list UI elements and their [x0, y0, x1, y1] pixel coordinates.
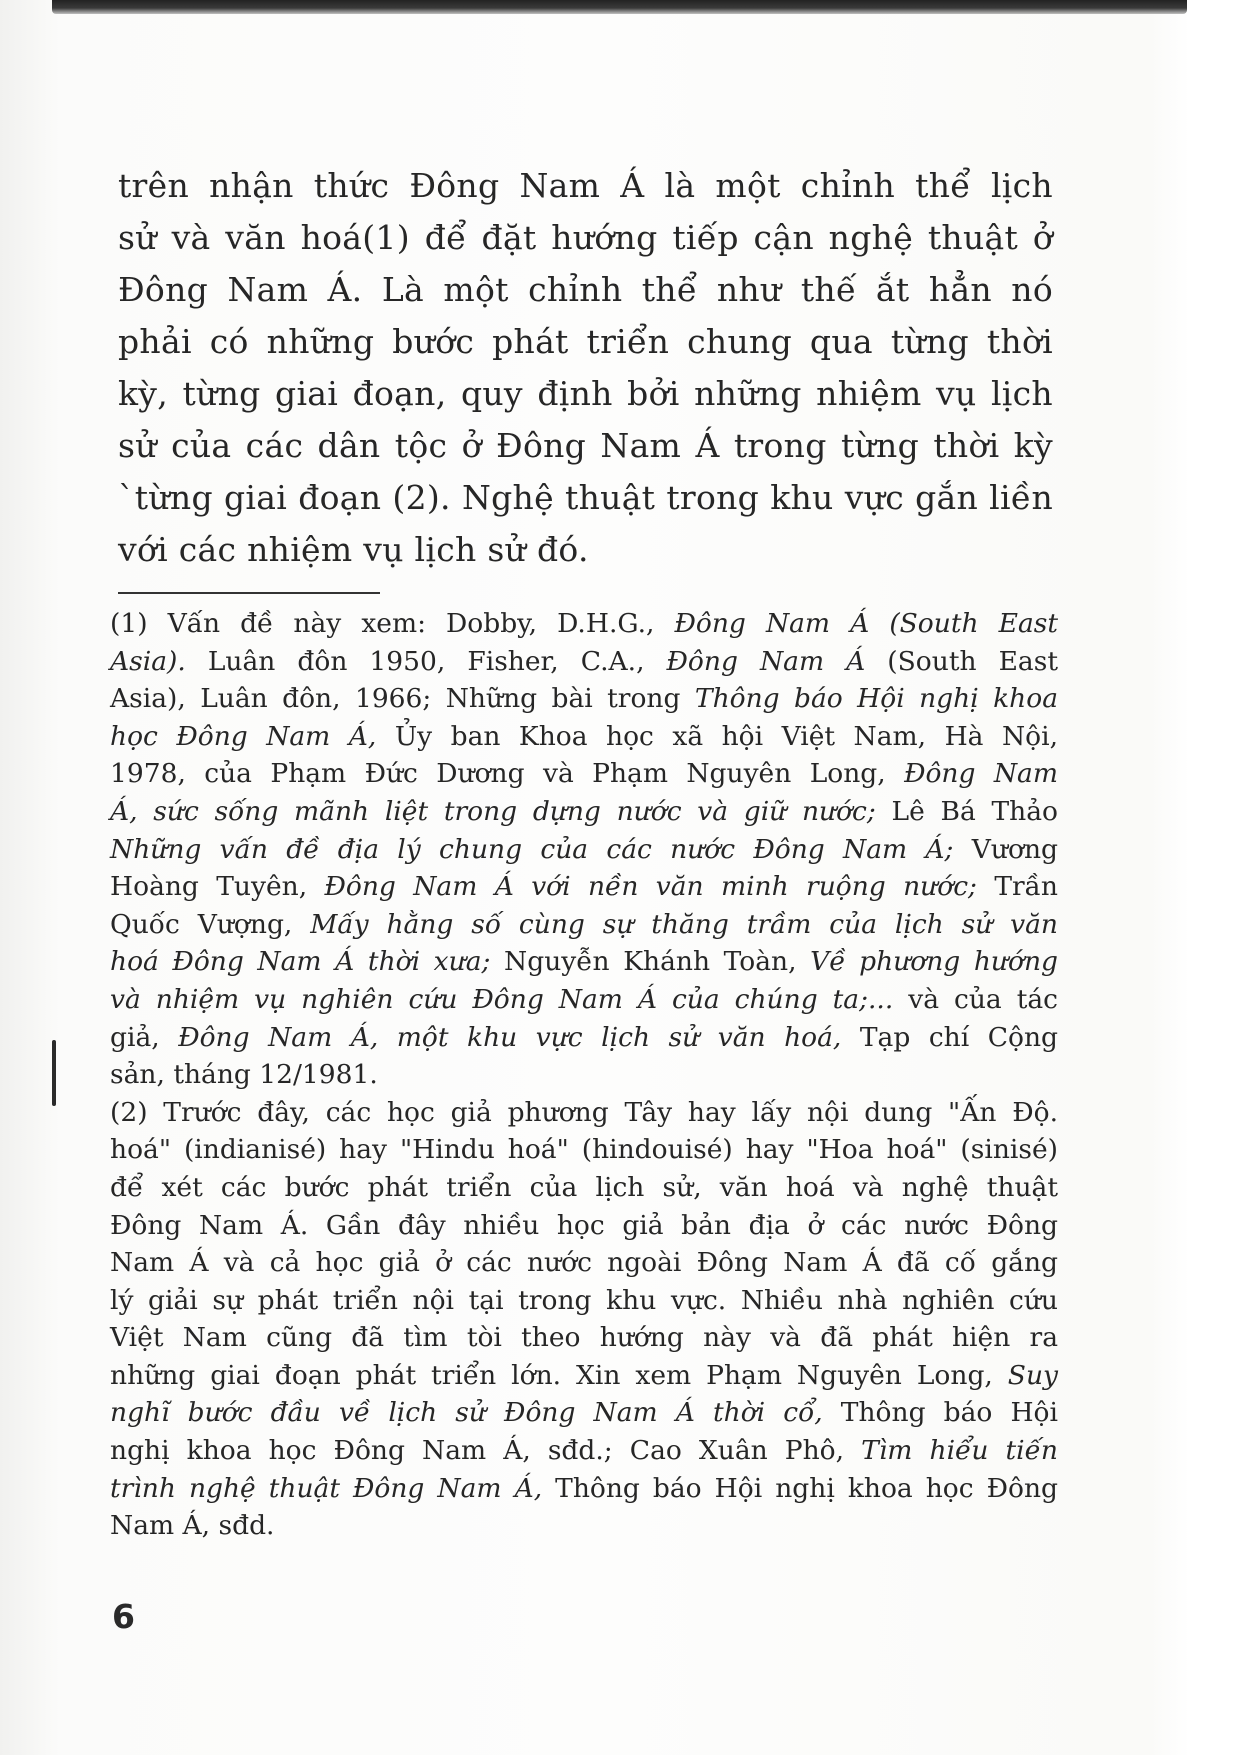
body-line: `từng giai đoạn (2). Nghệ thuật trong khu vực gắn liền — [118, 478, 1053, 517]
footnote-text: (South East — [865, 645, 1058, 677]
body-line: với các nhiệm vụ lịch sử đó. — [118, 530, 589, 569]
footnote-text: Ủy ban Khoa học xã hội Việt Nam, Hà Nội, — [376, 720, 1058, 752]
footnote-separator — [118, 592, 380, 594]
footnote-text: giả, — [110, 1021, 179, 1053]
footnote-text: Quốc Vượng, — [110, 908, 311, 940]
footnotes — [110, 605, 1058, 1545]
footnote-line — [110, 1056, 1058, 1094]
footnote-italic-text: học Đông Nam Á, — [110, 720, 377, 752]
footnote-italic-text: Những vấn đề địa lý chung của các nước Đông Nam Á; — [110, 833, 954, 865]
body-paragraph — [118, 160, 1053, 576]
footnote-italic-text: Đông Nam Á (South East — [674, 608, 1058, 639]
footnote-text: Vương — [953, 833, 1058, 865]
footnote-italic-text: nghĩ bước đầu về lịch sử Đông Nam Á thời cổ, — [110, 1397, 823, 1429]
footnote-line — [110, 906, 1058, 944]
footnote-italic-text: hoá Đông Nam Á thời xưa; — [110, 946, 491, 978]
footnote-text: (2) Trước đây, các học giả phương Tây hay lấy nội dung "Ấn Độ. — [110, 1096, 1058, 1128]
footnote-line — [110, 1019, 1058, 1057]
footnote-text: Việt Nam cũng đã tìm tòi theo hướng này và đã phát hiện ra — [110, 1322, 1058, 1354]
footnote-line — [110, 1357, 1058, 1395]
footnote-italic-text: Đông Nam Á với nền văn minh ruộng nước; — [324, 871, 977, 903]
footnote-text: Nam Á và cả học giả ở các nước ngoài Đông Nam Á đã cố gắng — [110, 1247, 1058, 1279]
footnote-line — [110, 1470, 1058, 1508]
body-line: phải có những bước phát triển chung qua từng thời — [118, 322, 1053, 361]
scan-left-mark — [52, 1040, 56, 1106]
body-line: kỳ, từng giai đoạn, quy định bởi những nhiệm vụ lịch — [118, 374, 1053, 413]
body-line: Đông Nam Á. Là một chỉnh thể như thế ắt hẳn nó — [118, 270, 1053, 309]
scan-top-shadow — [52, 0, 1187, 14]
footnote-line — [110, 755, 1058, 793]
footnote-italic-text: trình nghệ thuật Đông Nam Á, — [110, 1472, 543, 1504]
footnote-italic-text: Đông Nam Á — [666, 645, 866, 677]
footnote-text: Luân đôn 1950, Fisher, C.A., — [185, 645, 667, 677]
scan-right-margin — [1187, 0, 1240, 1755]
footnote-2 — [110, 1094, 1058, 1545]
footnote-italic-text: Suy — [1007, 1359, 1058, 1391]
page-number: 6 — [112, 1597, 135, 1636]
footnote-text: 1978, của Phạm Đức Dương và Phạm Nguyên Long, — [110, 758, 905, 790]
footnote-text: Nguyễn Khánh Toàn, — [490, 946, 811, 978]
footnote-line — [110, 605, 1058, 643]
body-line: sử và văn hoá(1) để đặt hướng tiếp cận nghệ thuật ở — [118, 218, 1053, 257]
body-line: trên nhận thức Đông Nam Á là một chỉnh thể lịch — [118, 166, 1053, 205]
footnote-text: Tạp chí Cộng — [841, 1021, 1058, 1053]
footnote-text: Trần — [976, 871, 1058, 903]
footnote-line — [110, 1394, 1058, 1432]
footnote-line — [110, 793, 1058, 831]
footnote-italic-text: Đông Nam — [904, 758, 1058, 790]
footnote-1 — [110, 605, 1058, 1094]
footnote-text: và của tác — [893, 983, 1058, 1015]
footnote-text: những giai đoạn phát triển lớn. Xin xem Phạm Nguyên Long, — [110, 1359, 1008, 1391]
footnote-line — [110, 1169, 1058, 1207]
footnote-line — [110, 718, 1058, 756]
footnote-text: Lê Bá Thảo — [875, 795, 1058, 827]
footnote-line — [110, 981, 1058, 1019]
footnote-line — [110, 643, 1058, 681]
footnote-line — [110, 1319, 1058, 1357]
footnote-text: để xét các bước phát triển của lịch sử, văn hoá và nghệ thuật — [110, 1171, 1058, 1203]
footnote-text: Asia), Luân đôn, 1966; Những bài trong — [110, 683, 695, 715]
footnote-line — [110, 1094, 1058, 1132]
footnote-italic-text: Á, sức sống mãnh liệt trong dựng nước và giữ nước; — [110, 795, 876, 827]
footnote-italic-text: Đông Nam Á, một khu vực lịch sử văn hoá, — [178, 1021, 842, 1053]
footnote-line — [110, 1131, 1058, 1169]
footnote-line — [110, 1244, 1058, 1282]
footnote-text: Thông báo Hội — [822, 1397, 1058, 1429]
footnote-italic-text: Tìm hiểu tiến — [861, 1435, 1058, 1467]
footnote-text: sản, tháng 12/1981. — [110, 1059, 378, 1091]
footnote-italic-text: Về phương hướng — [810, 946, 1058, 978]
footnote-italic-text: Asia). — [110, 645, 186, 677]
footnote-text: Thông báo Hội nghị khoa học Đông — [542, 1472, 1059, 1504]
footnote-line — [110, 1432, 1058, 1470]
footnote-text: Nam Á, sđd. — [110, 1510, 275, 1542]
footnote-italic-text: Mấy hằng số cùng sự thăng trầm của lịch sử văn — [310, 908, 1059, 940]
footnote-italic-text: Thông báo Hội nghị khoa — [694, 683, 1058, 715]
footnote-text: (1) Vấn đề này xem: Dobby, D.H.G., — [110, 608, 675, 639]
footnote-line — [110, 868, 1058, 906]
footnote-text: hoá" (indianisé) hay "Hindu hoá" (hindouisé) hay "Hoa hoá" (sinisé) — [110, 1134, 1058, 1166]
footnote-line — [110, 831, 1058, 869]
footnote-line — [110, 1207, 1058, 1245]
footnote-line — [110, 1282, 1058, 1320]
footnote-text: Hoàng Tuyên, — [110, 871, 325, 903]
footnote-text: Đông Nam Á. Gần đây nhiều học giả bản địa ở các nước Đông — [110, 1209, 1058, 1241]
body-line: sử của các dân tộc ở Đông Nam Á trong từng thời kỳ — [118, 426, 1053, 465]
footnote-text: lý giải sự phát triển nội tại trong khu vực. Nhiều nhà nghiên cứu — [110, 1284, 1058, 1316]
footnote-line — [110, 680, 1058, 718]
footnote-italic-text: và nhiệm vụ nghiên cứu Đông Nam Á của chúng ta;... — [110, 983, 894, 1015]
footnote-line — [110, 943, 1058, 981]
footnote-line — [110, 1507, 1058, 1545]
footnote-text: nghị khoa học Đông Nam Á, sđd.; Cao Xuân Phô, — [110, 1435, 862, 1467]
